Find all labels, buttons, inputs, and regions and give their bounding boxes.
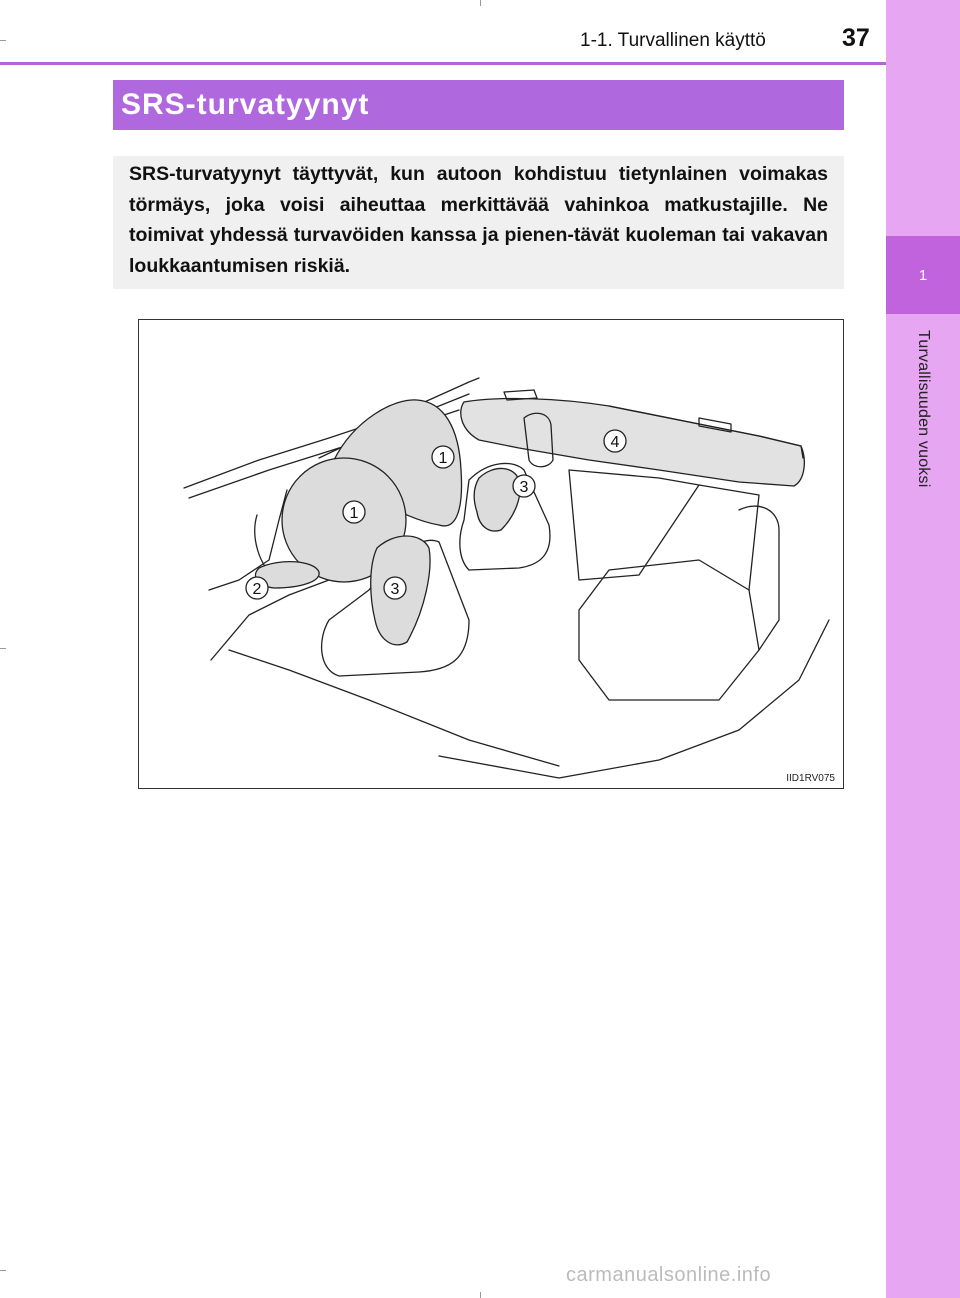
callout-label: 1 <box>349 505 359 522</box>
rear-seatback <box>739 506 779 650</box>
rear-seat <box>579 560 759 700</box>
floor-outline <box>439 620 829 778</box>
chapter-number: 1 <box>918 266 928 284</box>
chapter-label: Turvallisuuden vuoksi <box>915 330 932 488</box>
callout-label: 3 <box>390 581 400 598</box>
watermark: carmanualsonline.info <box>566 1264 772 1286</box>
callout-label: 4 <box>610 434 620 451</box>
section-title: SRS-turvatyynyt <box>113 80 844 130</box>
running-header: 1-1. Turvallinen käyttö <box>580 30 766 51</box>
header-divider <box>0 62 886 65</box>
callout-label: 3 <box>519 479 529 496</box>
car-interior-drawing <box>139 320 843 788</box>
callout-label: 1 <box>438 450 448 467</box>
intro-text: SRS-turvatyynyt täyttyvät, kun autoon kohdistuu tietynlainen voimakas törmäys, joka voisi aiheuttaa merkittävää vahinkoa matkustajille. Ne toimivat yhdessä turvavöiden kanssa ja pienen-tävät kuoleman tai vakavan loukkaantumisen riskiä. <box>129 163 828 277</box>
crop-mark <box>480 1292 481 1298</box>
crop-mark <box>480 0 481 6</box>
crop-mark <box>0 40 6 41</box>
page-number: 37 <box>842 24 870 52</box>
rear-door <box>699 485 759 590</box>
crop-mark <box>0 1270 6 1271</box>
figure-code: IID1RV075 <box>786 773 835 784</box>
rear-door <box>569 470 699 580</box>
chapter-side-strip <box>886 0 960 1298</box>
chapter-tab[interactable] <box>886 236 960 314</box>
crop-mark <box>0 648 6 649</box>
airbag-illustration <box>138 319 844 789</box>
intro-box <box>113 156 844 289</box>
callout-label: 2 <box>252 581 262 598</box>
floor-outline <box>211 580 329 660</box>
floor-outline <box>229 650 559 766</box>
passenger-side-airbag <box>474 468 520 531</box>
